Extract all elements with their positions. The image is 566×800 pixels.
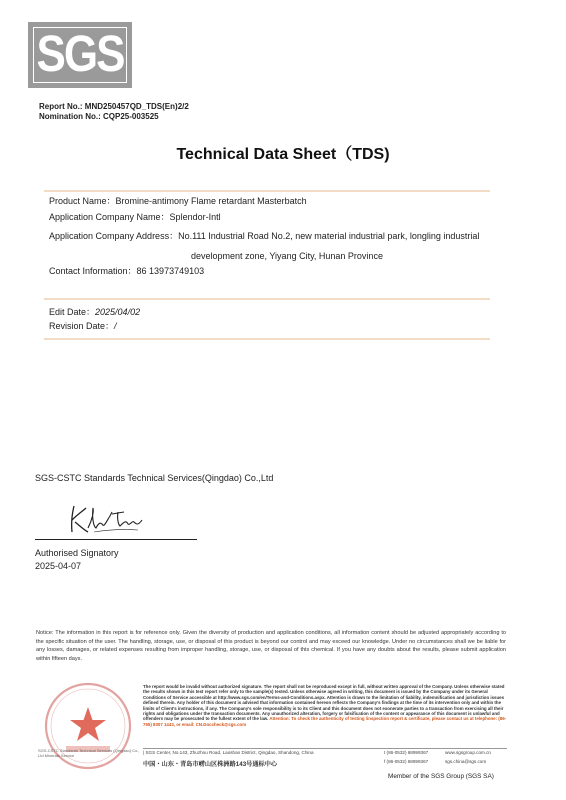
contact-information: Contact Information：86 13973749103 — [49, 266, 205, 276]
footer-address-en: | SGS Center, No.143, Zhuzhou Road, Laoshan District, Qingdao, Shandong, China — [143, 750, 314, 755]
logo-frame — [33, 27, 127, 83]
lab-name: SGS-CSTC Standards Technical Services(Qingdao) Co.,Ltd — [35, 473, 274, 483]
notice-paragraph: Notice: The information in this report is for reference only. Given the diversity of production and application conditions, all information content should be adjusted appropriately according to the specific situation of the user. The handling, storage, use, or disposal of this product is beyond our control and may exceed our knowledge. Under no circumstances shall we be liable for any losses, damages, or related expenses resulting from improper handling, storage, use, or disposal of this chemical. If you have any doubts about the results, please submit application within fifteen days. — [36, 630, 506, 662]
company-seal-icon — [42, 680, 134, 772]
authenticity-attention: Attention: To check the authenticity of testing /inspection report & certificate, please contact us at telephone: (86-755) 8307 1443, or email: CN.Doccheck@sgs.com — [143, 716, 507, 727]
footer-fax: f (86-0532) 68999367 — [384, 759, 429, 764]
revision-date-value: / — [114, 321, 117, 331]
footer-email: sgs.china@sgs.com — [445, 759, 487, 764]
address-line-1: Application Company Address：No.111 Industrial Road No.2, new material industrial park, longling industrial — [49, 231, 480, 241]
edit-date — [49, 306, 140, 318]
footer-divider — [143, 748, 507, 749]
product-name: Product Name：Bromine-antimony Flame retardant Masterbatch — [49, 196, 307, 206]
footer-address-cn: 中国・山东・青岛市崂山区株洲路143号通标中心 — [143, 761, 278, 768]
section-divider-top — [44, 190, 490, 192]
member-of-sgs-group: Member of the SGS Group (SGS SA) — [388, 773, 494, 780]
disclaimer-text: The report would be invalid without authorized signature. The report shall not be reproduced except in full, without written approval of the Company. Unless otherwise stated the results shown in this test report refer only to the sample(s) tested. Unless otherwise agreed in writing, this document is issued by the Company under its General Conditions of Service accessible at http://www.sgs.com/en/Terms-and-Conditions.aspx. Attention is drawn to the limitation of liability, indemnification and jurisdiction issues defined therein. Any holder of this document is advised that information contained hereon reflects the Company's findings at the time of its intervention only and within the limits of Client's instructions, if any. The Company's sole responsibility is to its Client and this document does not exonerate parties to a transaction from exercising all their rights and obligations under the transaction documents. Any unauthorized alteration, forgery or falsification of the content or appearance of this document is unlawful and offenders may be prosecuted to the fullest extent of the law. — [143, 684, 505, 722]
legal-disclaimer — [143, 684, 507, 727]
sgs-logo — [28, 22, 132, 88]
report-header — [39, 102, 189, 122]
footer-telephone: t (86-0532) 68999367 — [384, 750, 429, 755]
section-divider-bottom — [44, 338, 490, 340]
document-title: Technical Data Sheet（TDS) — [176, 146, 390, 163]
seal-caption: SGS-CSTC Standards Technical Services (Qingdao) Co., Ltd Minerals Service — [38, 748, 140, 758]
edit-date-value: 2025/04/02 — [95, 307, 141, 317]
application-company-address — [49, 226, 511, 266]
application-company-name: Application Company Name：Splendor-Intl — [49, 212, 221, 222]
revision-date-label: Revision Date： — [49, 321, 115, 331]
signature-date: 2025-04-07 — [35, 561, 82, 571]
report-number: Report No.: MND250457QD_TDS(En)2/2 — [39, 102, 189, 111]
signature-line — [35, 539, 197, 540]
address-line-2: development zone, Yiyang City, Hunan Province — [191, 251, 383, 261]
edit-date-label: Edit Date： — [49, 307, 96, 317]
nomination-number: Nomination No.: CQP25-003525 — [39, 112, 159, 121]
handwritten-signature — [66, 502, 156, 536]
signature-label: Authorised Signatory — [35, 548, 119, 558]
footer-website: www.sgsgroup.com.cn — [445, 750, 491, 755]
revision-date — [49, 320, 117, 332]
logo-text: SGS — [36, 26, 124, 83]
section-divider-middle — [44, 298, 490, 300]
